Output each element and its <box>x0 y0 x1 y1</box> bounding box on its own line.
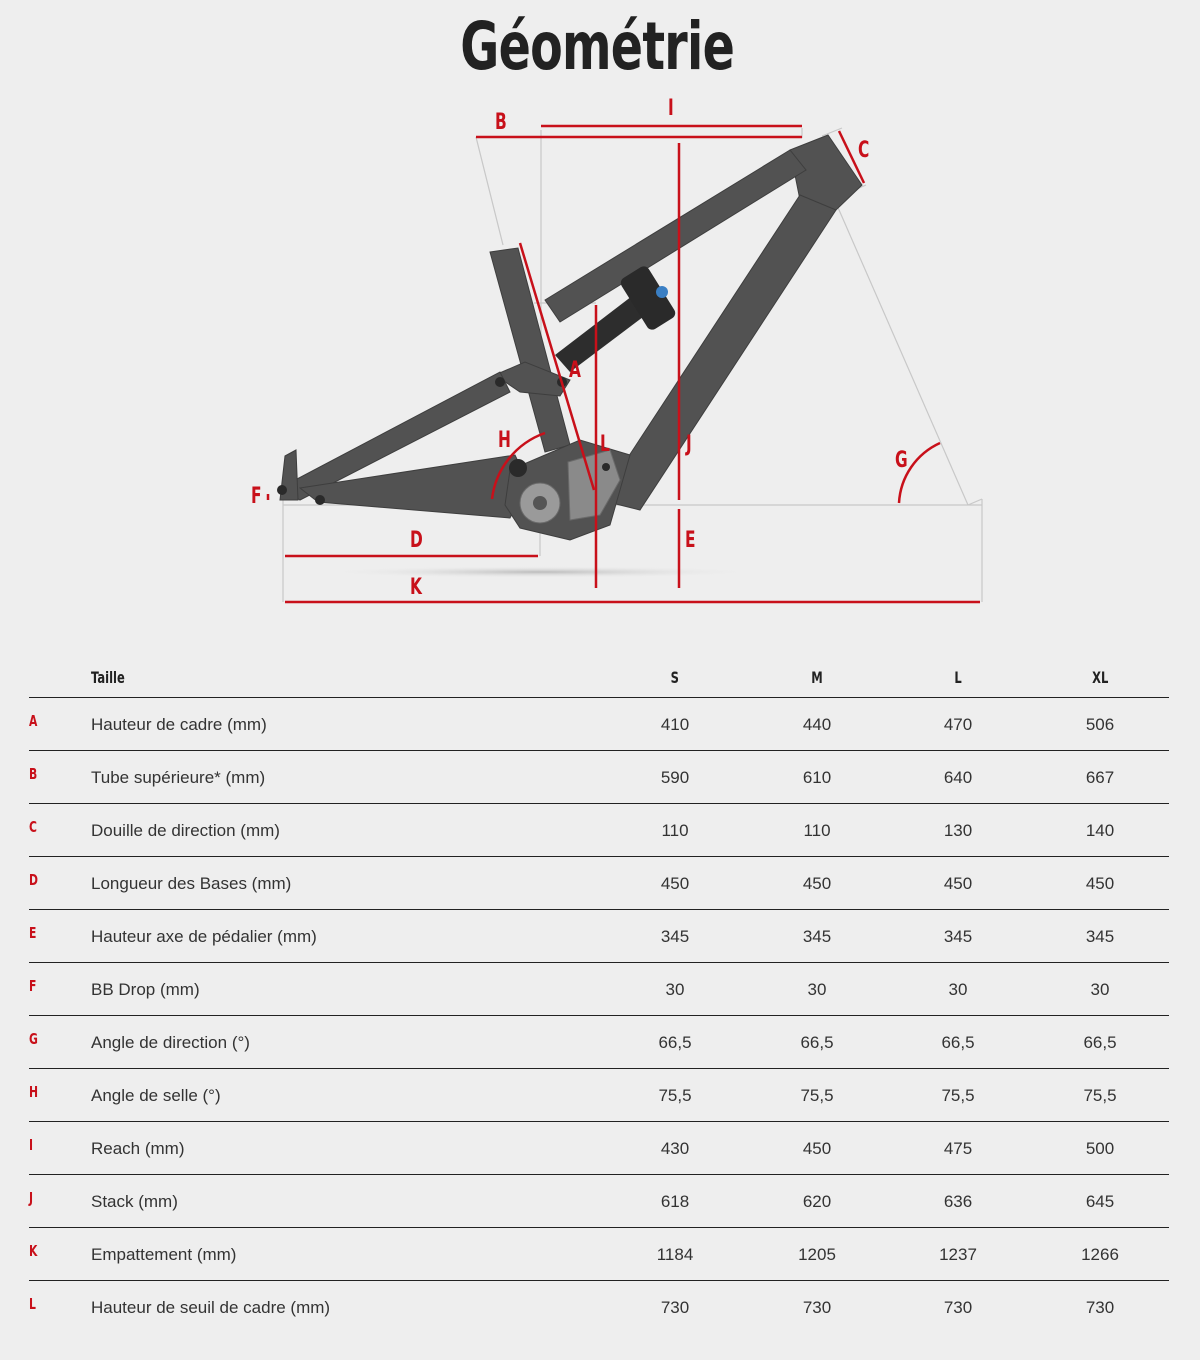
table-row <box>29 1122 1169 1175</box>
header-size-l: L <box>954 668 962 687</box>
table-header <box>29 660 1169 698</box>
cell-s: 618 <box>660 1192 690 1211</box>
table-row <box>29 1281 1169 1334</box>
cell-m: 730 <box>802 1298 832 1317</box>
cell-xl: 730 <box>1085 1298 1115 1317</box>
dim-label-f: F <box>251 484 262 509</box>
row-label: BB Drop (mm) <box>91 980 200 999</box>
dim-label-g: G <box>895 448 908 473</box>
cell-l: 130 <box>943 821 973 840</box>
row-letter: B <box>29 765 38 783</box>
cell-s: 66,5 <box>658 1033 692 1052</box>
row-label: Hauteur de cadre (mm) <box>91 715 267 734</box>
row-letter: F <box>29 977 37 995</box>
bike-frame-illustration <box>0 0 1200 640</box>
row-label: Longueur des Bases (mm) <box>91 874 292 893</box>
dim-label-l: L <box>600 432 610 457</box>
row-letter: E <box>29 924 37 942</box>
cell-s: 110 <box>661 821 689 840</box>
row-label: Empattement (mm) <box>91 1245 237 1264</box>
table-row <box>29 1228 1169 1281</box>
dim-label-i: I <box>668 96 674 121</box>
cell-m: 30 <box>807 980 827 999</box>
table-row <box>29 751 1169 804</box>
cell-l: 470 <box>943 715 973 734</box>
cell-l: 475 <box>943 1139 973 1158</box>
cell-xl: 140 <box>1085 821 1115 840</box>
cell-s: 430 <box>660 1139 690 1158</box>
dim-label-d: D <box>410 528 423 553</box>
cell-m: 450 <box>802 1139 832 1158</box>
cell-s: 410 <box>660 715 690 734</box>
table-row <box>29 1175 1169 1228</box>
row-letter: D <box>29 871 38 889</box>
cell-xl: 645 <box>1085 1192 1115 1211</box>
cell-xl: 450 <box>1085 874 1115 893</box>
cell-xl: 500 <box>1085 1139 1115 1158</box>
row-letter: J <box>29 1189 34 1207</box>
row-letter: H <box>29 1083 39 1101</box>
cell-xl: 66,5 <box>1083 1033 1117 1052</box>
ground-shadow <box>320 566 760 578</box>
cell-l: 1237 <box>939 1245 977 1264</box>
row-label: Stack (mm) <box>91 1192 178 1211</box>
row-letter: C <box>29 818 37 836</box>
cell-l: 640 <box>943 768 973 787</box>
row-letter: L <box>29 1295 36 1313</box>
cell-m: 440 <box>802 715 832 734</box>
row-label: Hauteur axe de pédalier (mm) <box>91 927 317 946</box>
row-letter: A <box>29 712 38 730</box>
cell-s: 590 <box>660 768 690 787</box>
cell-l: 66,5 <box>941 1033 975 1052</box>
row-label: Angle de direction (°) <box>91 1033 250 1052</box>
dim-label-c: C <box>858 138 870 163</box>
cell-s: 345 <box>660 927 690 946</box>
dim-label-a: A <box>569 358 581 383</box>
header-size-s: S <box>670 668 680 687</box>
cell-xl: 30 <box>1090 980 1110 999</box>
dim-label-k: K <box>410 575 422 600</box>
geometry-diagram <box>0 0 1200 640</box>
cell-s: 75,5 <box>658 1086 692 1105</box>
header-size-label: Taille <box>91 668 125 687</box>
table-row <box>29 698 1169 751</box>
cell-xl: 667 <box>1085 768 1115 787</box>
row-label: Angle de selle (°) <box>91 1086 221 1105</box>
cell-m: 66,5 <box>800 1033 834 1052</box>
table-row <box>29 1069 1169 1122</box>
cell-m: 620 <box>802 1192 832 1211</box>
cell-m: 450 <box>802 874 832 893</box>
cell-l: 730 <box>943 1298 973 1317</box>
table-row <box>29 804 1169 857</box>
cell-s: 1184 <box>656 1245 694 1264</box>
dimension-lines <box>268 126 980 602</box>
table-row <box>29 857 1169 910</box>
row-label: Reach (mm) <box>91 1139 185 1158</box>
page-title: Géométrie <box>460 8 735 85</box>
cell-l: 75,5 <box>941 1086 975 1105</box>
row-letter: G <box>29 1030 38 1048</box>
row-label: Hauteur de seuil de cadre (mm) <box>91 1298 331 1317</box>
cell-xl: 75,5 <box>1083 1086 1117 1105</box>
geometry-table <box>29 660 1169 1334</box>
cell-xl: 1266 <box>1081 1245 1119 1264</box>
dim-label-h: H <box>498 428 511 453</box>
cell-xl: 506 <box>1085 715 1115 734</box>
table-row <box>29 1016 1169 1069</box>
row-letter: I <box>29 1136 34 1154</box>
row-label: Tube supérieure* (mm) <box>91 768 266 787</box>
header-size-xl: XL <box>1091 668 1109 687</box>
cell-l: 345 <box>943 927 973 946</box>
bb-center <box>533 496 547 510</box>
cell-s: 30 <box>665 980 685 999</box>
construction-lines <box>283 128 982 602</box>
cell-xl: 345 <box>1085 927 1115 946</box>
dim-label-e: E <box>685 528 696 553</box>
dim-label-j: J <box>686 432 692 457</box>
cell-l: 30 <box>948 980 968 999</box>
cell-m: 345 <box>802 927 832 946</box>
cell-m: 610 <box>802 768 832 787</box>
table-row <box>29 910 1169 963</box>
cell-s: 730 <box>660 1298 690 1317</box>
header-size-m: M <box>811 668 823 687</box>
cell-l: 450 <box>943 874 973 893</box>
row-letter: K <box>29 1242 38 1260</box>
dim-label-b: B <box>495 110 507 135</box>
shock-dial <box>656 286 668 298</box>
cell-s: 450 <box>660 874 690 893</box>
table-row <box>29 963 1169 1016</box>
cell-l: 636 <box>943 1192 973 1211</box>
cell-m: 1205 <box>798 1245 836 1264</box>
cell-m: 75,5 <box>800 1086 834 1105</box>
cell-m: 110 <box>803 821 831 840</box>
row-label: Douille de direction (mm) <box>91 821 280 840</box>
